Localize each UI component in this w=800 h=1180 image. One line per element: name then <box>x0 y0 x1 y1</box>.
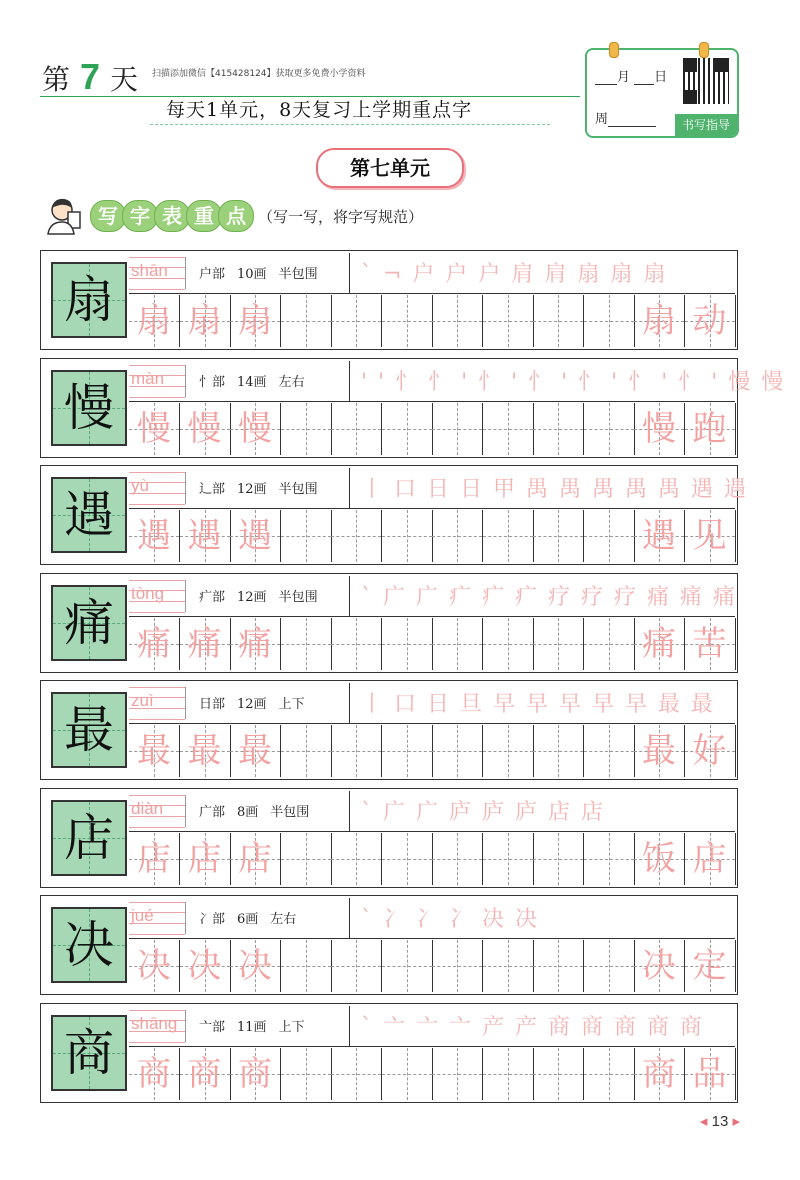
practice-cell[interactable] <box>483 725 534 777</box>
trace-character: 最 <box>642 731 676 771</box>
practice-cell[interactable] <box>634 403 685 455</box>
practice-cell[interactable] <box>533 1048 584 1100</box>
practice-cell[interactable] <box>382 1048 433 1100</box>
trace-character: 最 <box>238 731 272 771</box>
section-title-char: 点 <box>218 200 254 232</box>
info-band <box>129 791 735 832</box>
practice-cell[interactable] <box>584 1048 635 1100</box>
info-band <box>129 683 735 724</box>
practice-cell[interactable] <box>281 1048 332 1100</box>
practice-cell[interactable] <box>331 833 382 885</box>
practice-cell[interactable] <box>230 725 281 777</box>
character-info <box>199 908 296 927</box>
model-character: 店 <box>64 808 114 867</box>
practice-cell[interactable] <box>685 403 736 455</box>
month-blank[interactable] <box>595 84 617 85</box>
info-band <box>129 1006 735 1047</box>
trace-character: 决 <box>238 946 272 986</box>
structure: 左右 <box>278 374 305 390</box>
practice-cell[interactable] <box>432 510 483 562</box>
practice-cell[interactable] <box>533 725 584 777</box>
practice-grid <box>129 725 735 777</box>
pinyin: yù <box>131 476 149 495</box>
practice-cell[interactable] <box>281 833 332 885</box>
practice-cell[interactable] <box>129 833 180 885</box>
practice-cell[interactable] <box>382 295 433 347</box>
radical: 户部 <box>199 267 226 282</box>
section-header <box>42 196 423 236</box>
practice-cell[interactable] <box>180 940 231 992</box>
pinyin: jué <box>131 906 154 925</box>
child-reading-icon <box>42 196 88 236</box>
pinyin: màn <box>131 368 165 388</box>
practice-cell[interactable] <box>584 725 635 777</box>
practice-cell[interactable] <box>685 725 736 777</box>
structure: 上下 <box>278 697 305 712</box>
model-character: 遇 <box>64 486 114 544</box>
day-label-text: 日 <box>654 70 668 85</box>
day-label <box>42 56 138 98</box>
practice-cell[interactable] <box>634 1048 685 1100</box>
qr-code-icon[interactable] <box>683 58 729 104</box>
strokes-count: 8画 <box>237 804 259 820</box>
practice-cell[interactable] <box>180 1048 231 1100</box>
practice-cell[interactable] <box>584 618 635 670</box>
practice-cell[interactable] <box>533 833 584 885</box>
practice-cell[interactable] <box>634 510 685 562</box>
practice-grid <box>129 833 735 885</box>
section-title-char: 表 <box>154 200 190 232</box>
structure: 左右 <box>270 912 297 927</box>
wechat-note: 扫描添加微信【415428124】获取更多免费小学资料 <box>152 69 366 79</box>
practice-cell[interactable] <box>483 1048 534 1100</box>
character-info <box>199 263 318 282</box>
practice-cell[interactable] <box>533 403 584 455</box>
day-number: 7 <box>80 56 101 97</box>
trace-character: 饭 <box>642 838 676 879</box>
strokes-count: 12画 <box>237 697 267 712</box>
practice-cell[interactable] <box>483 295 534 347</box>
pinyin: tòng <box>131 583 165 603</box>
week-blank[interactable] <box>608 126 656 127</box>
character-info <box>199 478 318 497</box>
trace-character: 最 <box>137 731 171 771</box>
pinyin-box <box>129 1010 186 1042</box>
practice-cell[interactable] <box>432 725 483 777</box>
practice-cell[interactable] <box>230 403 281 455</box>
model-character-cell <box>51 477 127 553</box>
practice-cell[interactable] <box>129 510 180 562</box>
practice-cell[interactable] <box>483 618 534 670</box>
calendar-card <box>585 48 739 138</box>
info-band <box>129 468 748 509</box>
radical: 忄部 <box>199 374 226 390</box>
trace-character: 定 <box>692 946 727 986</box>
pinyin-box <box>129 472 186 504</box>
trace-character: 苦 <box>692 623 727 664</box>
practice-cell[interactable] <box>281 510 332 562</box>
pinyin: zuì <box>131 691 154 710</box>
strokes-count: 14画 <box>237 374 267 390</box>
practice-cell[interactable] <box>584 295 635 347</box>
practice-cell[interactable] <box>129 403 180 455</box>
stroke-order: ` 广 广 疒 疒 疒 疗 疗 疗 痛 痛 痛 <box>361 584 737 610</box>
section-title-char: 重 <box>186 200 222 232</box>
practice-cell[interactable] <box>281 940 332 992</box>
practice-cell[interactable] <box>432 833 483 885</box>
trace-character: 痛 <box>137 623 171 664</box>
trace-character: 决 <box>642 946 676 986</box>
model-character: 扇 <box>64 271 114 329</box>
writing-guide-label[interactable]: 书写指导 <box>675 114 737 136</box>
stroke-order: 丨 口 日 旦 早 早 早 早 早 最 最 <box>361 692 715 717</box>
pinyin-box <box>129 580 186 612</box>
radical: 亠部 <box>199 1019 226 1035</box>
practice-cell[interactable] <box>129 940 180 992</box>
page-number: ◂ 13 ▸ <box>699 1113 740 1130</box>
practice-cell[interactable] <box>634 833 685 885</box>
radical: 疒部 <box>199 589 226 605</box>
practice-cell[interactable] <box>382 403 433 455</box>
model-character-cell <box>51 692 127 768</box>
month-label: 月 <box>617 70 631 85</box>
section-title-char: 字 <box>122 200 158 232</box>
structure: 半包围 <box>278 267 318 282</box>
day-suffix: 天 <box>110 63 139 96</box>
practice-cell[interactable] <box>281 403 332 455</box>
trace-character: 商 <box>238 1053 272 1094</box>
practice-cell[interactable] <box>382 510 433 562</box>
character-row <box>40 680 738 780</box>
trace-character: 扇 <box>238 301 272 341</box>
practice-cell[interactable] <box>685 295 736 347</box>
trace-character: 店 <box>137 838 171 879</box>
model-character: 痛 <box>64 593 114 652</box>
model-character: 商 <box>64 1023 114 1082</box>
pinyin: shān <box>131 261 168 280</box>
structure: 半包围 <box>278 589 318 605</box>
practice-grid <box>129 295 735 347</box>
trace-character: 动 <box>692 301 727 341</box>
character-row <box>40 1003 738 1103</box>
practice-cell[interactable] <box>483 833 534 885</box>
practice-cell[interactable] <box>382 618 433 670</box>
trace-character: 扇 <box>137 301 171 341</box>
trace-character: 扇 <box>642 301 676 341</box>
trace-character: 遇 <box>137 516 171 556</box>
practice-cell[interactable] <box>331 1048 382 1100</box>
trace-character: 慢 <box>642 408 676 449</box>
character-row <box>40 895 738 995</box>
structure: 上下 <box>278 1019 305 1035</box>
practice-cell[interactable] <box>180 833 231 885</box>
character-row <box>40 358 786 458</box>
model-character-cell <box>51 262 127 338</box>
trace-character: 店 <box>238 838 272 879</box>
trace-character: 商 <box>187 1053 222 1094</box>
practice-cell[interactable] <box>230 1048 281 1100</box>
strokes-count: 10画 <box>237 267 267 282</box>
practice-cell[interactable] <box>584 403 635 455</box>
trace-character: 痛 <box>642 623 676 664</box>
character-info <box>199 1016 305 1035</box>
practice-cell[interactable] <box>281 618 332 670</box>
model-character: 决 <box>64 916 114 974</box>
practice-cell[interactable] <box>685 618 736 670</box>
section-subtitle: （写一写，将字写规范） <box>258 207 424 226</box>
practice-cell[interactable] <box>180 403 231 455</box>
practice-cell[interactable] <box>281 725 332 777</box>
practice-cell[interactable] <box>685 940 736 992</box>
practice-cell[interactable] <box>230 510 281 562</box>
practice-cell[interactable] <box>634 295 685 347</box>
trace-character: 慢 <box>137 408 171 449</box>
stroke-order: ` 广 广 庐 庐 庐 店 店 <box>361 799 605 825</box>
section-title <box>90 200 250 232</box>
trace-character: 店 <box>692 838 727 879</box>
practice-cell[interactable] <box>685 510 736 562</box>
trace-character: 最 <box>187 731 222 771</box>
practice-cell[interactable] <box>331 403 382 455</box>
info-band <box>129 361 786 402</box>
info-band <box>129 898 735 939</box>
trace-character: 扇 <box>187 301 222 341</box>
practice-cell[interactable] <box>483 940 534 992</box>
practice-cell[interactable] <box>281 295 332 347</box>
practice-cell[interactable] <box>331 725 382 777</box>
strokes-count: 12画 <box>237 589 267 605</box>
radical: 冫部 <box>199 912 226 927</box>
practice-cell[interactable] <box>129 725 180 777</box>
practice-cell[interactable] <box>331 618 382 670</box>
practice-cell[interactable] <box>382 725 433 777</box>
model-character: 慢 <box>64 378 114 437</box>
model-character: 最 <box>64 701 114 759</box>
practice-grid <box>129 618 735 670</box>
practice-cell[interactable] <box>634 725 685 777</box>
practice-cell[interactable] <box>584 940 635 992</box>
trace-character: 品 <box>692 1053 727 1094</box>
model-character-cell <box>51 370 127 446</box>
practice-grid <box>129 510 735 562</box>
strokes-count: 6画 <box>237 912 259 927</box>
practice-cell[interactable] <box>331 510 382 562</box>
strokes-count: 11画 <box>237 1019 267 1035</box>
character-row <box>40 465 748 565</box>
practice-grid <box>129 940 735 992</box>
practice-cell[interactable] <box>180 510 231 562</box>
practice-cell[interactable] <box>533 618 584 670</box>
week-row <box>595 108 656 127</box>
pinyin-box <box>129 902 186 934</box>
stroke-order: ` 亠 亠 亠 产 产 商 商 商 商 商 <box>361 1014 704 1040</box>
practice-cell[interactable] <box>331 940 382 992</box>
practice-cell[interactable] <box>230 833 281 885</box>
character-info <box>199 693 305 712</box>
trace-character: 决 <box>187 946 222 986</box>
practice-cell[interactable] <box>382 833 433 885</box>
trace-character: 跑 <box>692 408 727 449</box>
trace-character: 遇 <box>238 516 272 556</box>
trace-character: 慢 <box>187 408 222 449</box>
character-row <box>40 788 738 888</box>
character-info <box>199 371 305 390</box>
practice-cell[interactable] <box>230 940 281 992</box>
tagline: 每天1单元，8天复习上学期重点字 <box>166 99 473 121</box>
trace-character: 慢 <box>238 408 272 449</box>
radical: 广部 <box>199 804 226 820</box>
practice-cell[interactable] <box>129 1048 180 1100</box>
character-info <box>199 801 309 820</box>
structure: 半包围 <box>278 482 318 497</box>
practice-cell[interactable] <box>432 1048 483 1100</box>
practice-cell[interactable] <box>634 940 685 992</box>
stroke-order: 丨 口 日 日 甲 禺 禺 禺 禺 禺 遇 遇 <box>361 477 748 502</box>
model-character-cell <box>51 800 127 876</box>
structure: 半包围 <box>270 804 310 820</box>
week-label: 周 <box>595 112 609 127</box>
radical: 日部 <box>199 697 226 712</box>
trace-character: 好 <box>692 731 727 771</box>
section-title-char: 写 <box>90 200 126 232</box>
model-character-cell <box>51 585 127 661</box>
practice-cell[interactable] <box>432 940 483 992</box>
pinyin-box <box>129 687 186 719</box>
practice-cell[interactable] <box>483 403 534 455</box>
character-info <box>199 586 318 605</box>
practice-cell[interactable] <box>584 833 635 885</box>
tagline-underline <box>150 124 550 125</box>
practice-cell[interactable] <box>230 618 281 670</box>
practice-cell[interactable] <box>180 725 231 777</box>
character-row <box>40 573 738 673</box>
pinyin-box <box>129 257 186 289</box>
practice-grid <box>129 403 735 455</box>
trace-character: 店 <box>187 838 222 879</box>
practice-cell[interactable] <box>432 618 483 670</box>
practice-cell[interactable] <box>533 510 584 562</box>
practice-cell[interactable] <box>533 295 584 347</box>
practice-cell[interactable] <box>483 510 534 562</box>
day-blank[interactable] <box>634 84 654 85</box>
practice-cell[interactable] <box>432 403 483 455</box>
practice-grid <box>129 1048 735 1100</box>
practice-cell[interactable] <box>129 295 180 347</box>
pinyin-box <box>129 365 186 397</box>
stroke-order: ' ' 忄 忄 ' 忄 ' 忄 ' 忄 ' 忄 ' 忄 ' 慢 慢 <box>361 369 786 395</box>
day-prefix: 第 <box>42 63 71 96</box>
trace-character: 商 <box>642 1053 676 1094</box>
trace-character: 决 <box>137 946 171 986</box>
trace-character: 遇 <box>642 516 676 556</box>
practice-cell[interactable] <box>685 1048 736 1100</box>
strokes-count: 12画 <box>237 482 267 497</box>
practice-cell[interactable] <box>685 833 736 885</box>
character-row <box>40 250 738 350</box>
stroke-order: ` ¬ 户 户 户 肩 肩 扇 扇 扇 <box>361 262 668 287</box>
practice-cell[interactable] <box>331 295 382 347</box>
practice-cell[interactable] <box>584 510 635 562</box>
info-band <box>129 253 735 294</box>
practice-cell[interactable] <box>129 618 180 670</box>
ring-icon <box>699 42 709 58</box>
practice-cell[interactable] <box>230 295 281 347</box>
practice-cell[interactable] <box>634 618 685 670</box>
practice-cell[interactable] <box>432 295 483 347</box>
pinyin: shāng <box>131 1013 178 1033</box>
practice-cell[interactable] <box>382 940 433 992</box>
trace-character: 痛 <box>187 623 222 664</box>
practice-cell[interactable] <box>180 295 231 347</box>
practice-cell[interactable] <box>533 940 584 992</box>
trace-character: 痛 <box>238 623 272 664</box>
pinyin: diàn <box>131 798 164 818</box>
model-character-cell <box>51 907 127 983</box>
pinyin-box <box>129 795 186 827</box>
info-band <box>129 576 735 617</box>
ring-icon <box>609 42 619 58</box>
trace-character: 商 <box>137 1053 171 1094</box>
trace-character: 遇 <box>187 516 222 556</box>
date-row <box>595 66 667 85</box>
practice-cell[interactable] <box>180 618 231 670</box>
trace-character: 见 <box>692 516 727 556</box>
unit-title: 第七单元 <box>316 148 464 188</box>
model-character-cell <box>51 1015 127 1091</box>
radical: 辶部 <box>199 482 226 497</box>
stroke-order: ` 冫 冫 冫 决 决 <box>361 907 539 932</box>
